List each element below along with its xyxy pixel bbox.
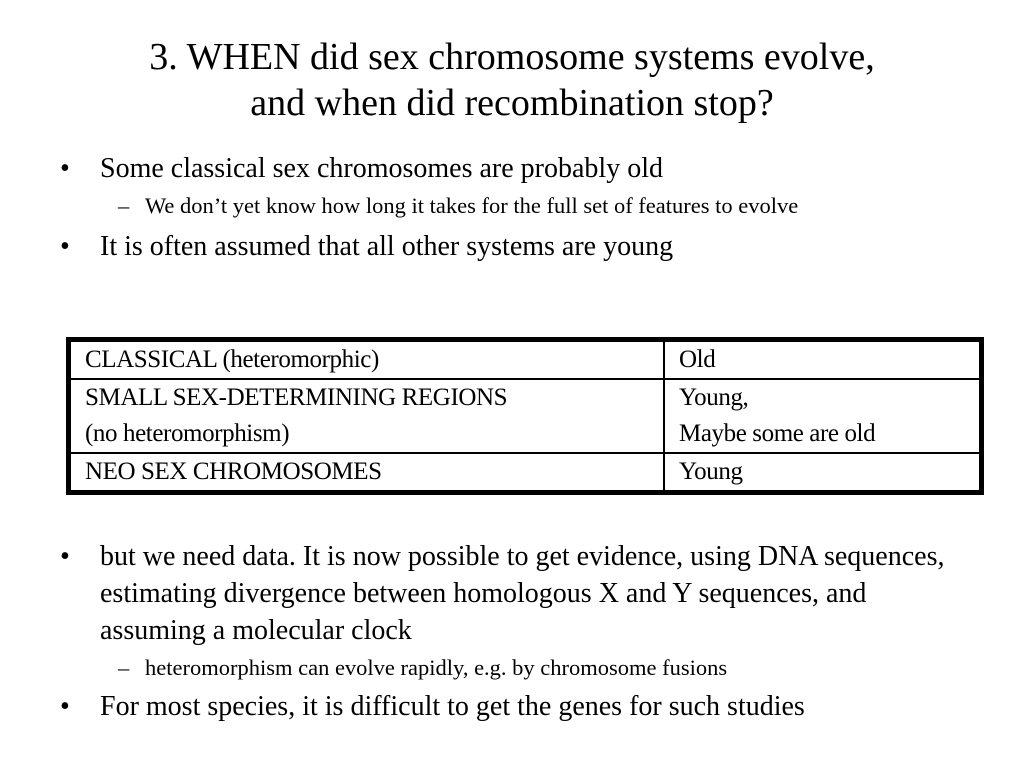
table-row [71, 453, 979, 490]
table-cell-category [71, 342, 664, 379]
bottom-bullet-list [60, 538, 980, 725]
age-table-grid [71, 342, 979, 490]
sub-bullet-text: heteromorphism can evolve rapidly, e.g. by chromosome fusions [145, 655, 728, 680]
cell-line: Young [679, 458, 743, 485]
title-line-2: and when did recombination stop? [250, 82, 774, 124]
bullet-text: It is often assumed that all other systems are young [100, 231, 674, 262]
bullet-marker: • [60, 691, 70, 722]
table-cell-age [664, 379, 979, 453]
cell-line: CLASSICAL (heteromorphic) [85, 346, 379, 373]
cell-line: (no heteromorphism) [85, 420, 290, 447]
sub-bullet-item [118, 653, 895, 682]
cell-line: SMALL SEX-DETERMINING REGIONS [85, 384, 508, 411]
table-row [71, 342, 979, 379]
bullet-text: but we need data. It is now possible to get evidence, using DNA sequences, estimating divergence between homologous X and Y sequences, and assuming a molecular clock [100, 541, 945, 646]
bullet-marker: • [60, 153, 70, 184]
bullet-marker: • [60, 231, 70, 262]
cell-line: Old [679, 346, 716, 373]
bullet-item [60, 538, 960, 649]
bullet-item [60, 688, 980, 725]
bullet-item [60, 150, 980, 187]
table-row [71, 379, 979, 453]
cell-line: NEO SEX CHROMOSOMES [85, 458, 382, 485]
slide-title [40, 34, 984, 126]
table-cell-category [71, 379, 664, 453]
title-line-1: 3. WHEN did sex chromosome systems evolve, [149, 36, 875, 78]
bullet-item [60, 228, 980, 265]
sub-bullet-text: We don’t yet know how long it takes for the full set of features to evolve [145, 193, 799, 218]
cell-line: Young, [679, 384, 749, 411]
table-cell-category [71, 453, 664, 490]
bullet-text: Some classical sex chromosomes are probably old [100, 153, 663, 184]
sub-bullet-item [118, 191, 895, 220]
table-cell-age [664, 453, 979, 490]
bullet-marker: • [60, 541, 70, 572]
cell-line: Maybe some are old [679, 420, 876, 447]
bullet-text: For most species, it is difficult to get the genes for such studies [100, 691, 805, 722]
age-table [66, 337, 984, 495]
sub-bullet-marker: – [118, 193, 130, 218]
table-cell-age [664, 342, 979, 379]
sub-bullet-marker: – [118, 655, 130, 680]
top-bullet-list [60, 150, 980, 265]
